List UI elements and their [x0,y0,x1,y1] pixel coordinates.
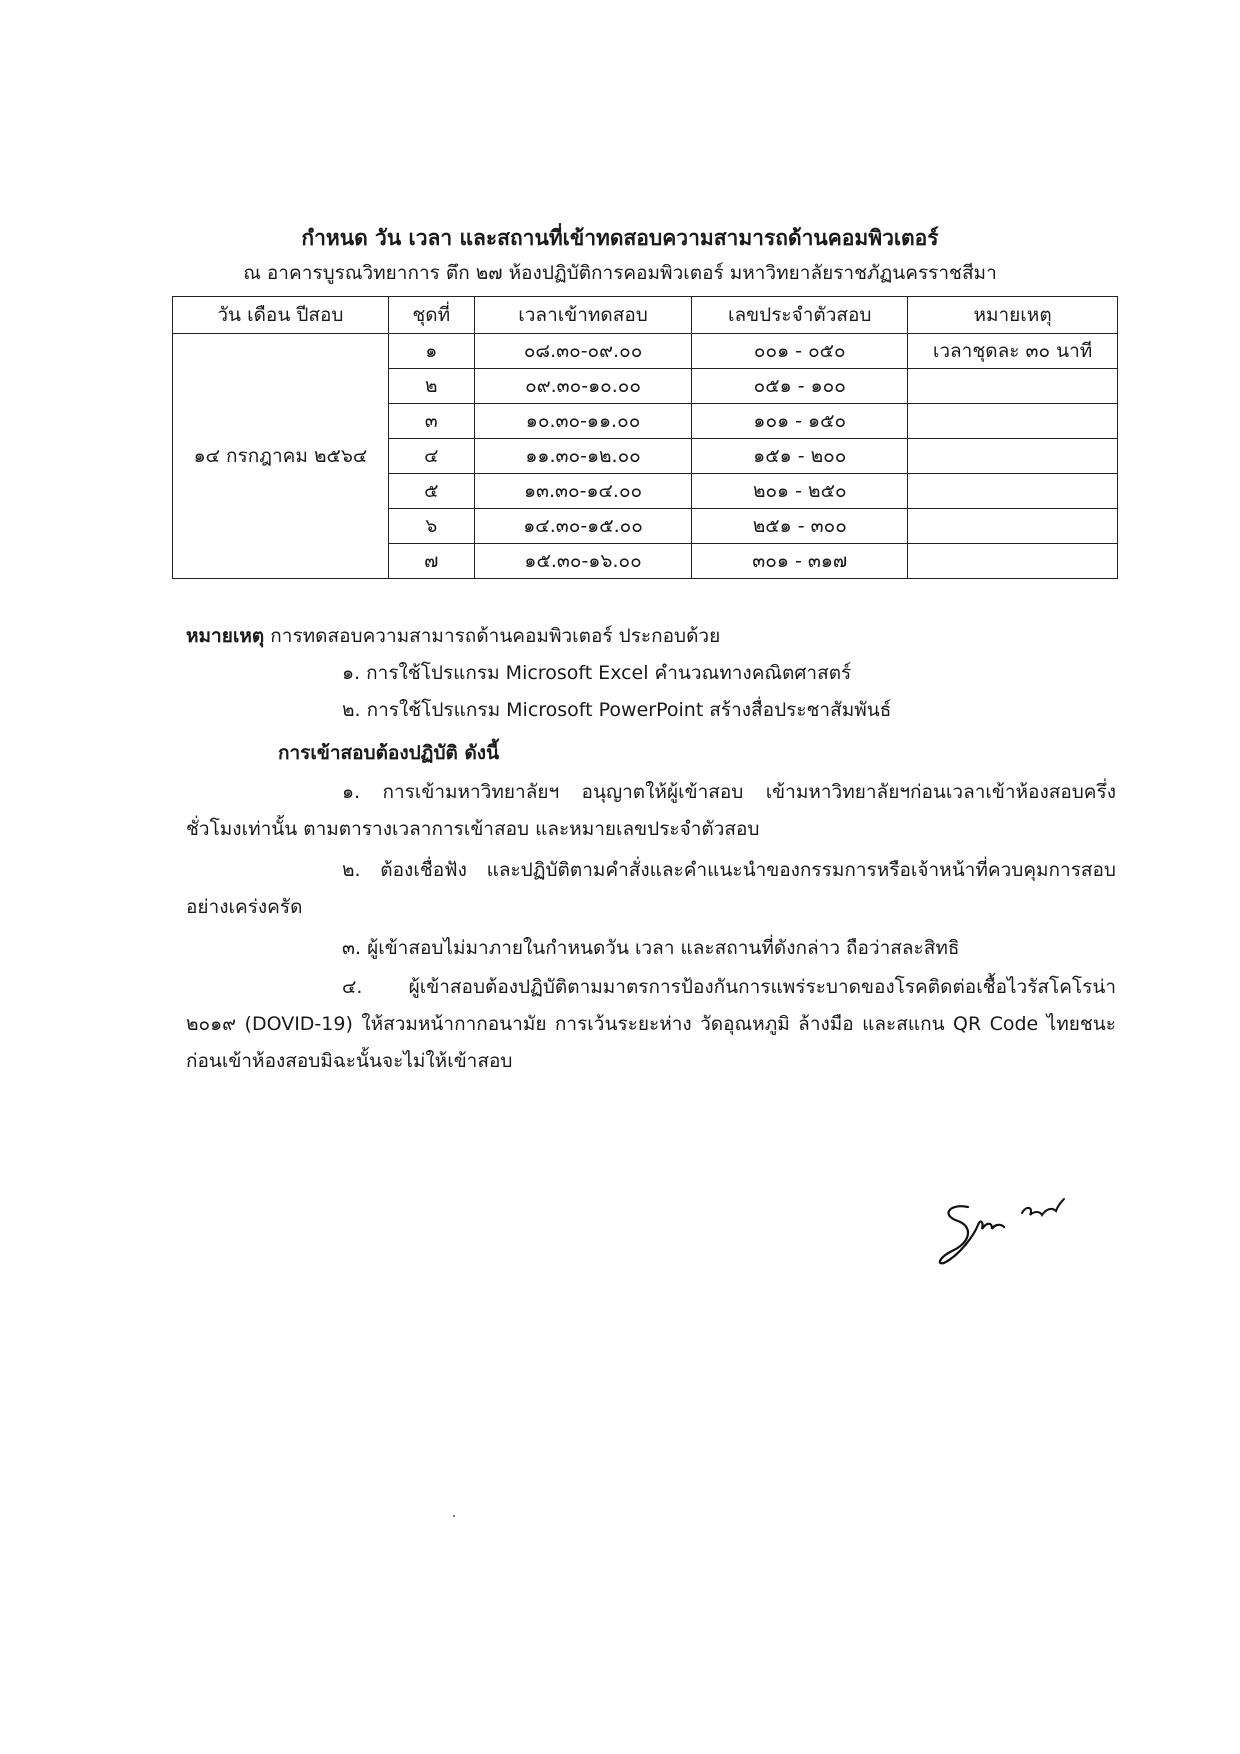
ids-cell: ๒๕๑ - ๓๐๐ [692,509,908,544]
set-cell: ๗ [388,544,474,579]
ids-cell: ๐๕๑ - ๑๐๐ [692,369,908,404]
note-cell [908,404,1118,439]
rule-item: ๔. ผู้เข้าสอบต้องปฏิบัติตามมาตรการป้องกันการแพร่ระบาดของโรคติดต่อเชื้อไวรัสโคโรน่า ๒๐๑๙ (DOVID-19) ให้สวมหน้ากากอนามัย การเว้นระยะห่าง วัดอุณหภูมิ ล้างมือ และสแกน QR Code ไทยชนะ ก่อนเข้าห้องสอบมิฉะนั้นจะไม่ให้เข้าสอบ [186,976,1116,1072]
time-cell: ๐๙.๓๐-๑๐.๐๐ [474,369,692,404]
set-cell: ๑ [388,334,474,369]
ids-cell: ๑๕๑ - ๒๐๐ [692,439,908,474]
header-set: ชุดที่ [388,297,474,334]
time-cell: ๑๓.๓๐-๑๔.๐๐ [474,474,692,509]
scan-speck [453,1515,455,1517]
note-cell [908,439,1118,474]
ids-cell: ๓๐๑ - ๓๑๗ [692,544,908,579]
set-cell: ๓ [388,404,474,439]
time-cell: ๑๕.๓๐-๑๖.๐๐ [474,544,692,579]
exam-date-cell: ๑๔ กรกฎาคม ๒๕๖๔ [173,334,389,579]
header-date: วัน เดือน ปีสอบ [173,297,389,334]
note-cell [908,474,1118,509]
rule-item: ๑. การเข้ามหาวิทยาลัยฯ อนุญาตให้ผู้เข้าสอบ เข้ามหาวิทยาลัยฯก่อนเวลาเข้าห้องสอบครึ่งชั่วโมงเท่านั้น ตามตารางเวลาการเข้าสอบ และหมายเลขประจำตัวสอบ [186,781,1116,840]
time-cell: ๑๐.๓๐-๑๑.๐๐ [474,404,692,439]
document-subtitle: ณ อาคารบูรณวิทยาการ ตึก ๒๗ ห้องปฏิบัติการคอมพิวเตอร์ มหาวิทยาลัยราชภัฏนครราชสีมา [243,262,997,284]
time-cell: ๑๑.๓๐-๑๒.๐๐ [474,439,692,474]
remarks-intro [186,618,1116,655]
table-header-row [173,297,1118,334]
ids-cell: ๑๐๑ - ๑๕๐ [692,404,908,439]
time-cell: ๑๔.๓๐-๑๕.๐๐ [474,509,692,544]
note-cell [908,509,1118,544]
set-cell: ๖ [388,509,474,544]
header-ids: เลขประจำตัวสอบ [692,297,908,334]
notes-section [186,618,1116,1080]
rule-item: ๒. ต้องเชื่อฟัง และปฏิบัติตามคำสั่งและคำแนะนำของกรรมการหรือเจ้าหน้าที่ควบคุมการสอบอย่างเคร่งครัด [186,859,1116,918]
signature [930,1185,1090,1275]
note-cell: เวลาชุดละ ๓๐ นาที [908,334,1118,369]
remarks-item: ๒. การใช้โปรแกรม Microsoft PowerPoint สร้างสื่อประชาสัมพันธ์ [342,699,892,721]
set-cell: ๒ [388,369,474,404]
remarks-label: หมายเหตุ [186,625,265,647]
ids-cell: ๐๐๑ - ๐๕๐ [692,334,908,369]
document-title: กำหนด วัน เวลา และสถานที่เข้าทดสอบความสามารถด้านคอมพิวเตอร์ [301,226,939,250]
rules-heading: การเข้าสอบต้องปฏิบัติ ดังนี้ [278,742,500,764]
ids-cell: ๒๐๑ - ๒๕๐ [692,474,908,509]
set-cell: ๕ [388,474,474,509]
remarks-item: ๑. การใช้โปรแกรม Microsoft Excel คำนวณทางคณิตศาสตร์ [342,662,852,684]
header-note: หมายเหตุ [908,297,1118,334]
set-cell: ๔ [388,439,474,474]
time-cell: ๐๘.๓๐-๐๙.๐๐ [474,334,692,369]
table-row [173,334,1118,369]
rule-item: ๓. ผู้เข้าสอบไม่มาภายในกำหนดวัน เวลา และสถานที่ดังกล่าว ถือว่าสละสิทธิ [342,937,960,959]
exam-schedule-table [172,296,1118,579]
note-cell [908,369,1118,404]
note-cell [908,544,1118,579]
remarks-intro-text: การทดสอบความสามารถด้านคอมพิวเตอร์ ประกอบด้วย [270,625,721,647]
header-time: เวลาเข้าทดสอบ [474,297,692,334]
